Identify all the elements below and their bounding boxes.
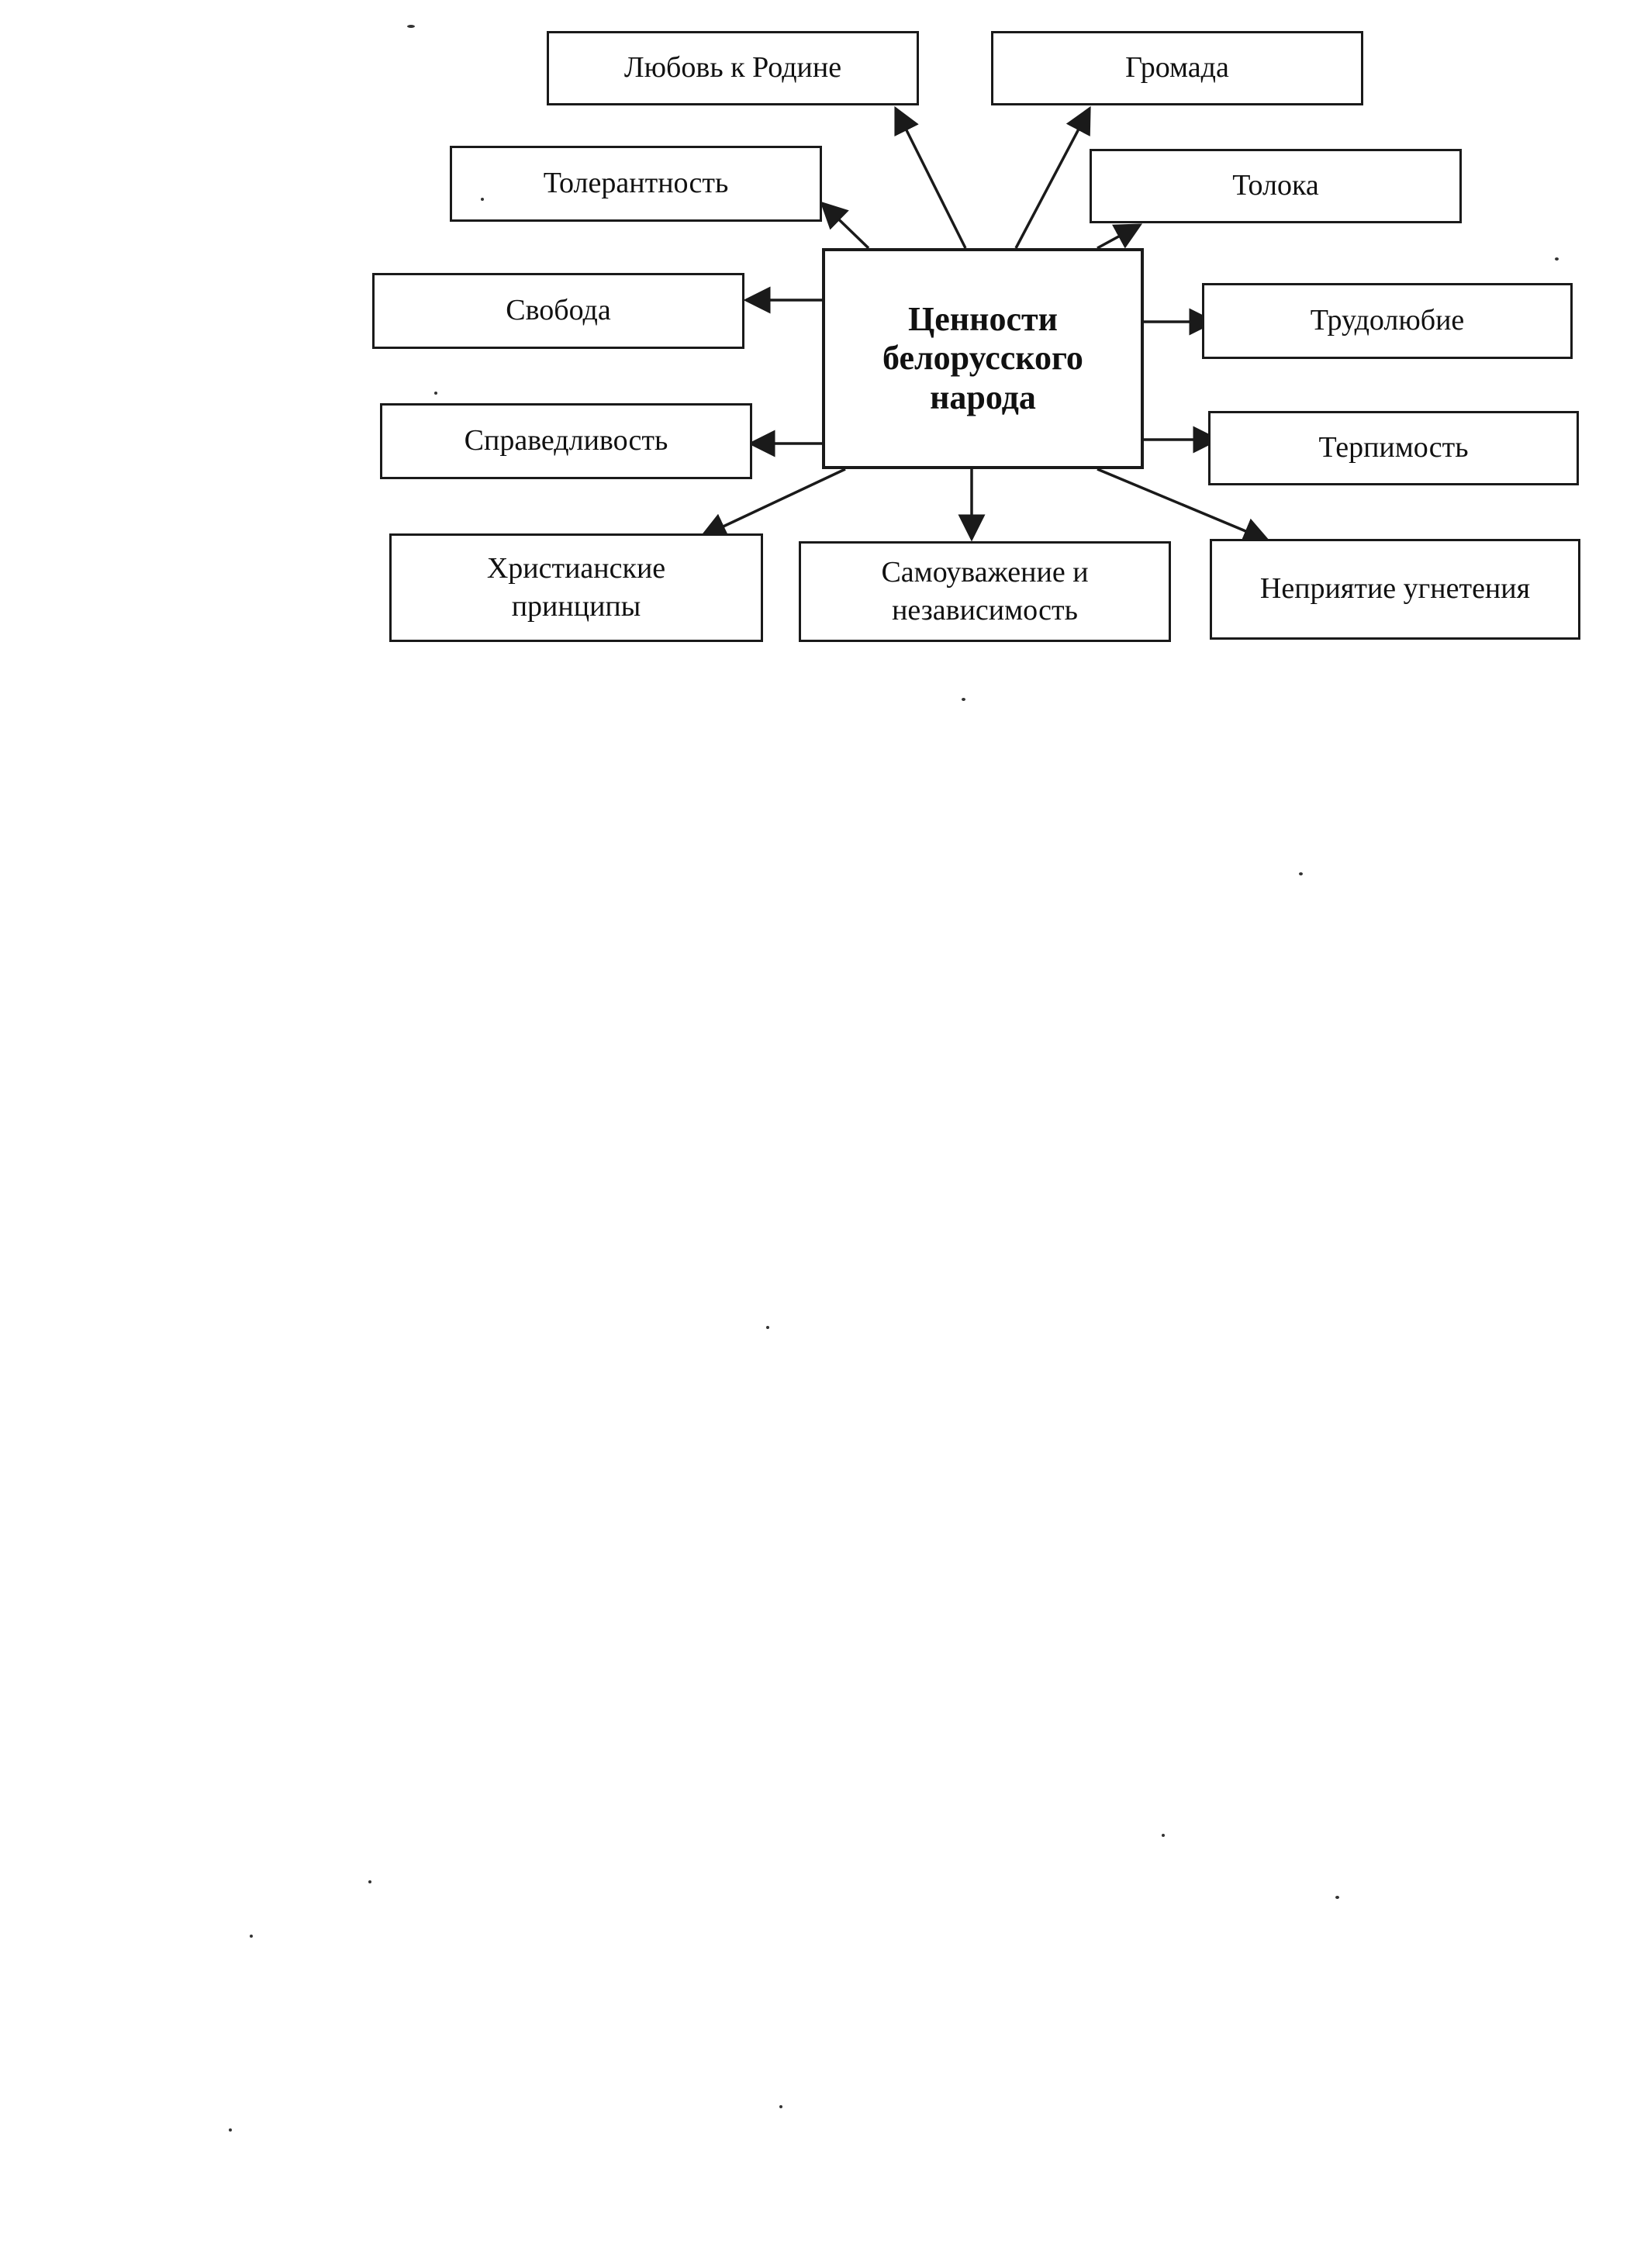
value-box-tolerance	[450, 146, 822, 222]
value-box-christian-principles	[389, 533, 763, 642]
central-line-2: белорусского	[882, 339, 1083, 378]
value-box-hromada	[991, 31, 1363, 105]
scan-speck	[434, 392, 437, 395]
value-label-line-2: принципы	[511, 590, 641, 623]
scan-speck	[779, 2105, 782, 2108]
arrow-to-tolerance	[822, 203, 869, 248]
value-label: Свобода	[506, 294, 611, 327]
arrow-to-toloka	[1097, 225, 1140, 248]
central-line-3: народа	[930, 378, 1036, 416]
value-label: Справедливость	[464, 424, 668, 457]
central-line-1: Ценности	[908, 299, 1058, 338]
value-box-patience	[1208, 411, 1579, 485]
value-box-justice	[380, 403, 752, 479]
value-box-rejection-of-oppression	[1210, 539, 1580, 640]
scan-speck	[962, 698, 965, 701]
central-node	[822, 248, 1144, 469]
value-box-love-of-homeland	[547, 31, 919, 105]
scan-speck	[229, 2128, 232, 2132]
value-label-line-2: независимость	[892, 594, 1078, 627]
value-label-line-1: Христианские	[486, 551, 666, 585]
scan-speck	[368, 1880, 371, 1883]
value-box-self-respect	[799, 541, 1171, 642]
value-box-freedom	[372, 273, 744, 349]
value-label-line-1: Самоуважение и	[881, 555, 1089, 589]
scan-speck	[1555, 257, 1559, 261]
scan-speck	[407, 25, 415, 28]
value-label: Терпимость	[1318, 431, 1469, 464]
value-label: Трудолюбие	[1310, 304, 1465, 337]
value-label: Неприятие угнетения	[1259, 572, 1531, 606]
arrow-to-christian-principles	[702, 469, 845, 537]
scan-speck	[1335, 1896, 1339, 1899]
arrow-to-hromada	[1016, 109, 1090, 248]
scan-speck	[481, 198, 484, 201]
value-box-diligence	[1202, 283, 1573, 359]
scan-speck	[1299, 872, 1303, 875]
value-label: Толока	[1232, 169, 1319, 202]
value-label: Толерантность	[543, 167, 729, 200]
value-label: Любовь к Родине	[623, 51, 842, 85]
value-box-toloka	[1090, 149, 1462, 223]
scan-speck	[1162, 1834, 1165, 1837]
arrow-to-love-of-homeland	[896, 109, 965, 248]
scan-speck	[250, 1935, 253, 1938]
scan-speck	[766, 1326, 769, 1329]
value-label: Громада	[1125, 51, 1229, 85]
